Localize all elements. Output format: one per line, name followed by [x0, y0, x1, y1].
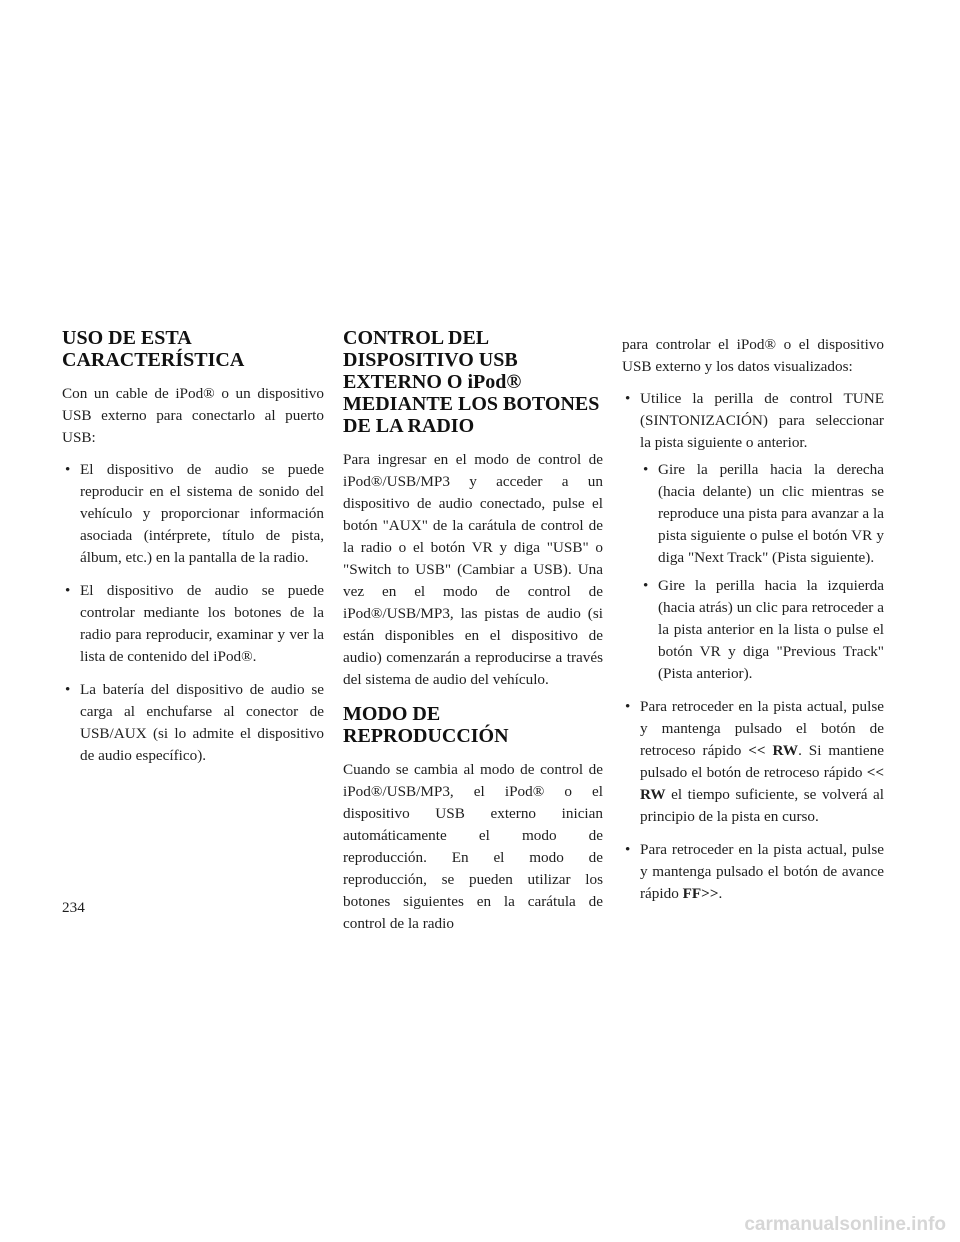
list-item: • La batería del dispositivo de audio se carga al enchufarse al conector de USB/AUX (si lo admite el dispositivo de audio específico). — [62, 679, 324, 767]
heading-uso-de-esta-caracteristica: USO DE ESTA CARACTERÍSTICA — [62, 327, 245, 371]
column-3 — [622, 334, 884, 916]
continuation-paragraph: para controlar el iPod® o el dispositivo USB externo y los datos visualizados: — [622, 336, 884, 375]
rewind-text: el tiempo suficiente, se volverá al principio de la pista en curso. — [640, 786, 884, 825]
sub-list-item: • Gire la perilla hacia la izquierda (hacia atrás) un clic para retroceder a la pista anterior en la lista o pulse el botón VR y diga "Previous Track" (Pista anterior). — [640, 575, 884, 685]
list-item — [622, 839, 884, 905]
list-item: • El dispositivo de audio se puede controlar mediante los botones de la radio para reproducir, examinar y ver la lista de contenido del iPod®. — [62, 580, 324, 668]
tune-sub-list — [640, 459, 884, 685]
intro-paragraph: Con un cable de iPod® o un dispositivo USB externo para conectarlo al puerto USB: — [62, 385, 324, 446]
playback-paragraph: Cuando se cambia al modo de control de iPod®/USB/MP3, el iPod® o el dispositivo USB externo inician automáticamente el modo de reproducción. En el modo de reproducción, se pueden utilizar los botones siguientes en la carátula de control de la radio — [343, 761, 603, 932]
rw-button-label: << RW — [640, 764, 884, 803]
controls-bullet-list — [622, 388, 884, 905]
forward-text: . — [718, 885, 723, 902]
list-item — [622, 696, 884, 828]
ff-button-label: FF>> — [682, 885, 719, 902]
tune-knob-text: Utilice la perilla de control TUNE (SINTONIZACIÓN) para seleccionar la pista siguiente o anterior. — [640, 390, 884, 451]
list-item: • El dispositivo de audio se puede reproducir en el sistema de sonido del vehículo y proporcionar información asociada (intérprete, título de pista, álbum, etc.) en la pantalla de la radio. — [62, 459, 324, 569]
forward-text: Para retroceder en la pista actual, pulse y mantenga pulsado el botón de avance rápido — [640, 841, 884, 902]
heading-modo-de-reproduccion: MODO DE REPRODUCCIÓN — [343, 703, 509, 747]
list-item — [622, 388, 884, 685]
page-number: 234 — [62, 899, 85, 916]
feature-bullet-list — [62, 459, 324, 767]
rw-button-label: << RW — [748, 742, 799, 759]
heading-control-dispositivo: CONTROL DEL DISPOSITIVO USB EXTERNO O iPod® MEDIANTE LOS BOTONES DE LA RADIO — [343, 327, 600, 437]
watermark: carmanualsonline.info — [744, 1214, 946, 1235]
rewind-text: . Si mantiene pulsado el botón de retroceso rápido — [640, 742, 884, 781]
control-paragraph: Para ingresar en el modo de control de iPod®/USB/MP3 y acceder a un dispositivo de audio conectado, pulse el botón "AUX" de la carátula de control de la radio o el botón VR y diga "USB" o "Switch to USB" (Cambiar a USB). Una vez en el modo de control de iPod®/USB/MP3, las pistas de audio (si están disponibles en el dispositivo de audio) comenzarán a reproducirse a través del sistema de audio del vehículo. — [343, 451, 603, 688]
rewind-text: Para retroceder en la pista actual, pulse y mantenga pulsado el botón de retroceso rápido — [640, 698, 884, 759]
column-2 — [343, 327, 603, 935]
column-1 — [62, 327, 324, 778]
sub-list-item: • Gire la perilla hacia la derecha (hacia delante) un clic mientras se reproduce una pista para avanzar a la pista siguiente o pulse el botón VR y diga "Next Track" (Pista siguiente). — [640, 459, 884, 569]
